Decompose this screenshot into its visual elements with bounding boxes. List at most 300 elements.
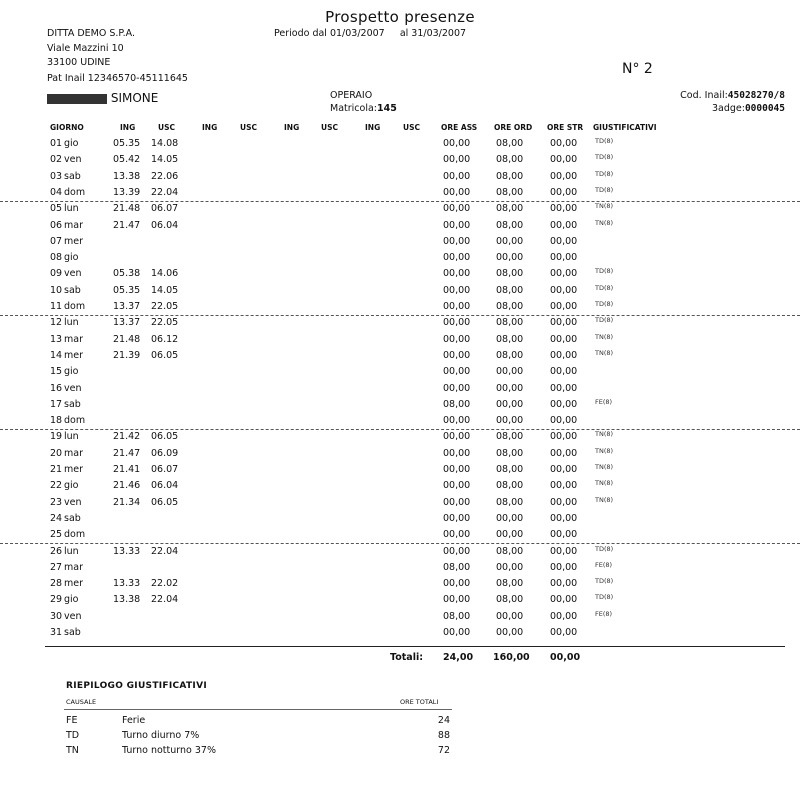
cell-in: 21.48 [113,333,141,345]
cell-str: 00,00 [550,138,578,149]
summary-hours: 24 [437,715,450,726]
cell-day: 01 [50,138,63,149]
cell-in: 13.37 [113,301,141,312]
company-address: Viale Mazzini 10 [47,43,124,54]
table-row [0,478,800,494]
cell-wd: dom [64,415,86,427]
table-row [0,266,800,282]
cell-ass: 00,00 [443,284,471,296]
cell-wd: sab [64,512,81,524]
cell-wd: gio [64,252,79,264]
table-row [0,625,800,641]
table-row [0,201,800,217]
cell-in: 05.35 [113,138,141,149]
table-row [0,576,800,592]
cell-out: 22.05 [151,301,179,312]
table-row [0,560,800,576]
cell-day: 29 [50,594,63,606]
cell-day: 18 [50,415,63,427]
cell-str: 00,00 [550,203,578,215]
cell-str: 00,00 [550,561,578,573]
cell-ord: 08,00 [496,496,524,508]
cell-ass: 00,00 [443,301,471,312]
cell-in: 13.38 [113,594,141,606]
cell-str: 00,00 [550,529,578,541]
cell-ass: 00,00 [443,415,471,427]
cell-ass: 00,00 [443,496,471,508]
summary-code: TD [66,730,80,741]
cell-in: 21.42 [113,431,141,443]
cell-giu: TN(8) [595,430,614,439]
col-ing-3: ING [284,123,300,132]
cell-day: 09 [50,268,63,280]
col-ore-ass: ORE ASS [441,123,478,132]
cell-ass: 00,00 [443,464,471,475]
cell-day: 25 [50,529,63,541]
cell-str: 00,00 [550,268,578,280]
table-row [0,299,800,316]
cell-wd: lun [64,431,79,443]
total-ore-ass: 24,00 [443,652,474,663]
cell-str: 00,00 [550,415,578,427]
col-usc-2: USC [240,123,257,132]
cell-giu: FE(8) [595,560,613,569]
cell-day: 03 [50,170,63,182]
table-row [0,592,800,608]
cell-out: 06.04 [151,219,179,231]
cell-wd: lun [64,203,79,215]
table-row [0,397,800,413]
cell-ass: 00,00 [443,268,471,280]
cell-day: 04 [50,186,63,198]
cell-wd: lun [64,545,79,557]
summary-rule [64,709,452,710]
cell-wd: mar [64,561,83,573]
table-row [0,169,800,185]
cell-str: 00,00 [550,317,578,329]
document-number: N° 2 [622,61,653,77]
cell-giu: TN(8) [595,479,614,488]
cell-str: 00,00 [550,284,578,296]
cell-in: 21.41 [113,464,141,475]
cell-ord: 00,00 [496,235,524,247]
cell-out: 06.05 [151,431,179,443]
summary-desc: Turno notturno 37% [122,745,216,756]
cell-str: 00,00 [550,431,578,443]
cell-day: 23 [50,496,63,508]
cell-giu: TD(8) [595,185,614,194]
cell-ass: 00,00 [443,154,471,166]
cell-ass: 00,00 [443,529,471,541]
cell-wd: ven [64,268,82,280]
table-row [0,462,800,478]
cell-str: 00,00 [550,301,578,312]
col-ing-2: ING [202,123,218,132]
cell-giu: FE(8) [595,397,613,406]
cell-ass: 00,00 [443,594,471,606]
cell-str: 00,00 [550,578,578,590]
cell-ass: 00,00 [443,578,471,590]
cell-in: 13.38 [113,170,141,182]
col-usc-3: USC [321,123,338,132]
cell-wd: mer [64,349,84,361]
cell-ord: 00,00 [496,610,524,622]
cell-wd: dom [64,529,86,541]
cell-day: 02 [50,154,63,166]
cell-ass: 00,00 [443,252,471,264]
cell-ord: 08,00 [496,545,524,557]
cell-day: 26 [50,545,63,557]
cell-wd: dom [64,186,86,198]
cell-wd: sab [64,627,81,638]
cell-giu: TD(8) [595,169,614,178]
summary-code: TN [66,745,79,756]
cell-out: 14.08 [151,138,179,149]
cell-day: 08 [50,252,63,264]
cell-str: 00,00 [550,252,578,264]
table-row [0,381,800,397]
cell-str: 00,00 [550,610,578,622]
cell-str: 00,00 [550,480,578,492]
cell-ass: 00,00 [443,545,471,557]
cell-day: 30 [50,610,63,622]
cell-ord: 08,00 [496,578,524,590]
cell-ord: 00,00 [496,512,524,524]
col-ing-1: ING [120,123,136,132]
cell-ord: 08,00 [496,447,524,459]
cell-giu: TD(8) [595,544,614,553]
cell-ass: 00,00 [443,186,471,198]
cell-wd: mer [64,464,84,475]
cell-giu: TD(8) [595,283,614,292]
badge-label: 3adge: [711,103,745,114]
cell-wd: mer [64,578,84,590]
cell-ass: 00,00 [443,349,471,361]
cell-ord: 00,00 [496,529,524,541]
summary-col-ore: ORE TOTALI [400,698,439,706]
cell-wd: ven [64,496,82,508]
col-ore-ord: ORE ORD [494,123,533,132]
cell-ord: 08,00 [496,349,524,361]
cell-in: 21.39 [113,349,141,361]
cell-ord: 08,00 [496,203,524,215]
cell-day: 14 [50,349,63,361]
cell-str: 00,00 [550,594,578,606]
cell-out: 06.07 [151,464,179,475]
cell-wd: mar [64,333,83,345]
cell-ord: 00,00 [496,415,524,427]
cell-wd: ven [64,154,82,166]
cell-giu: TD(8) [595,300,614,308]
cell-in: 21.46 [113,480,141,492]
employee-name-block [47,91,158,105]
company-city: 33100 UDINE [47,57,111,68]
total-ore-str: 00,00 [550,652,581,663]
cell-ord: 08,00 [496,219,524,231]
cell-wd: gio [64,138,79,149]
matricola-label: Matricola: [330,103,377,114]
badge [712,103,785,114]
employee-name: SIMONE [110,91,159,105]
cell-out: 22.04 [151,545,179,557]
cell-in: 05.35 [113,284,141,296]
table-row [0,495,800,511]
cell-str: 00,00 [550,235,578,247]
cell-giu: TN(8) [595,202,614,211]
cell-giu: TN(8) [595,463,614,471]
table-row [0,136,800,152]
table-row [0,315,800,331]
cell-str: 00,00 [550,349,578,361]
cell-day: 10 [50,284,63,296]
cell-day: 21 [50,464,63,475]
cell-day: 05 [50,203,63,215]
cell-in: 13.33 [113,578,141,590]
cell-ass: 00,00 [443,138,471,149]
cell-str: 00,00 [550,627,578,638]
cell-ord: 08,00 [496,154,524,166]
cell-giu: TD(8) [595,316,614,325]
cell-ass: 08,00 [443,610,471,622]
cell-day: 19 [50,431,63,443]
cell-ass: 08,00 [443,398,471,410]
summary-col-causale: CAUSALE [66,698,97,706]
cell-ord: 08,00 [496,594,524,606]
cell-ass: 00,00 [443,317,471,329]
summary-hours: 88 [437,730,450,741]
summary-desc: Turno diurno 7% [122,730,200,741]
cell-day: 27 [50,561,63,573]
cell-day: 24 [50,512,63,524]
cell-giu: TN(8) [595,332,614,341]
cell-str: 00,00 [550,333,578,345]
cell-day: 07 [50,235,63,247]
cell-str: 00,00 [550,170,578,182]
badge-value: 0000045 [744,103,785,114]
cell-day: 06 [50,219,63,231]
cell-out: 06.04 [151,480,179,492]
table-row [0,348,800,364]
cell-day: 16 [50,382,63,394]
table-row [0,511,800,527]
cell-ass: 00,00 [443,333,471,345]
period: Periodo dal 01/03/2007 al 31/03/2007 [274,28,467,39]
col-ing-4: ING [365,123,381,132]
employee-role: OPERAIO [330,90,373,101]
cell-wd: sab [64,170,81,182]
cell-str: 00,00 [550,382,578,394]
cell-ord: 08,00 [496,431,524,443]
table-row [0,234,800,250]
table-row [0,446,800,462]
cell-ord: 08,00 [496,170,524,182]
cell-wd: lun [64,317,79,329]
cell-ass: 00,00 [443,480,471,492]
cell-wd: dom [64,301,86,312]
cell-wd: sab [64,398,81,410]
cell-ass: 00,00 [443,431,471,443]
cell-out: 06.05 [151,349,179,361]
table-row [0,527,800,544]
cell-giu: TD(8) [595,577,614,586]
cell-str: 00,00 [550,512,578,524]
cell-day: 20 [50,447,63,459]
cell-str: 00,00 [550,219,578,231]
cell-ass: 00,00 [443,366,471,378]
cell-giu: TD(8) [595,137,614,145]
cell-out: 22.02 [151,578,179,590]
summary-desc: Ferie [122,715,146,726]
table-row [0,250,800,266]
cell-ord: 08,00 [496,464,524,475]
summary-code: FE [66,715,78,726]
summary-title: RIEPILOGO GIUSTIFICATIVI [66,681,207,691]
cell-wd: mer [64,235,84,247]
table-row [0,283,800,299]
cell-out: 22.04 [151,186,179,198]
cell-giu: TN(8) [595,348,614,357]
cell-ord: 08,00 [496,480,524,492]
cell-str: 00,00 [550,464,578,475]
col-giustificativi: GIUSTIFICATIVI [593,123,657,132]
matricola-value: 145 [377,103,397,114]
cell-in: 21.47 [113,219,141,231]
cod-inail-value: 45028270/8 [727,90,785,101]
cell-in: 21.47 [113,447,141,459]
cell-wd: gio [64,594,79,606]
cell-ass: 00,00 [443,512,471,524]
table-row [0,185,800,202]
cell-in: 21.34 [113,496,141,508]
table-row [0,413,800,430]
table-row [0,609,800,625]
cell-wd: mar [64,219,83,231]
cell-str: 00,00 [550,496,578,508]
cell-ass: 00,00 [443,170,471,182]
cell-ass: 00,00 [443,219,471,231]
cell-ass: 00,00 [443,235,471,247]
table-row [0,429,800,445]
cell-ord: 00,00 [496,252,524,264]
cell-giu: TD(8) [595,267,614,276]
table-bottom-rule [45,646,785,647]
cell-ord: 00,00 [496,366,524,378]
cell-ass: 00,00 [443,447,471,459]
cell-ass: 00,00 [443,203,471,215]
cell-ord: 08,00 [496,284,524,296]
table-row [0,364,800,380]
cell-out: 06.12 [151,333,179,345]
cell-str: 00,00 [550,366,578,378]
page-title: Prospetto presenze [325,8,475,26]
cell-ord: 00,00 [496,398,524,410]
cell-str: 00,00 [550,186,578,198]
totals-label: Totali: [390,652,424,663]
matricola [330,103,397,114]
cell-ord: 08,00 [496,186,524,198]
company-name: DITTA DEMO S.P.A. [47,28,136,39]
cell-in: 13.37 [113,317,141,329]
cell-in: 21.48 [113,203,141,215]
cell-out: 22.05 [151,317,179,329]
cell-day: 12 [50,317,63,329]
cell-in: 05.42 [113,154,141,166]
cell-out: 14.05 [151,284,179,296]
cell-ord: 08,00 [496,138,524,149]
cell-wd: gio [64,480,79,492]
cell-ord: 08,00 [496,301,524,312]
cell-out: 06.05 [151,496,179,508]
cell-day: 22 [50,480,63,492]
cell-wd: ven [64,610,82,622]
cell-wd: gio [64,366,79,378]
cell-giu: TN(8) [595,446,614,455]
cell-ord: 08,00 [496,317,524,329]
cell-day: 15 [50,366,63,378]
cell-out: 06.07 [151,203,179,215]
col-ore-str: ORE STR [547,123,584,132]
cell-day: 31 [50,627,63,638]
table-row [0,332,800,348]
cell-in: 13.39 [113,186,141,198]
cell-giu: FE(8) [595,609,613,618]
cell-day: 13 [50,333,63,345]
cell-giu: TD(8) [595,593,614,602]
col-giorno: GIORNO [50,123,84,132]
summary-hours: 72 [437,745,450,756]
cell-out: 14.05 [151,154,179,166]
cell-ord: 00,00 [496,382,524,394]
cell-giu: TD(8) [595,153,614,162]
cell-wd: ven [64,382,82,394]
cell-day: 11 [50,301,63,312]
cell-day: 17 [50,398,63,410]
cod-inail [680,90,785,101]
cell-out: 06.09 [151,447,179,459]
cell-ord: 00,00 [496,561,524,573]
cell-ord: 00,00 [496,627,524,638]
cell-out: 14.06 [151,268,179,280]
cell-str: 00,00 [550,545,578,557]
cell-str: 00,00 [550,154,578,166]
pat-inail: Pat Inail 12346570-45111645 [47,73,188,84]
table-row [0,544,800,560]
cell-str: 00,00 [550,447,578,459]
cell-out: 22.04 [151,594,179,606]
cell-ord: 08,00 [496,333,524,345]
cell-in: 05.38 [113,268,141,280]
cell-giu: TN(8) [595,495,614,504]
cell-ord: 08,00 [496,268,524,280]
cell-out: 22.06 [151,170,179,182]
cell-giu: TN(8) [595,218,614,227]
table-row [0,152,800,168]
cod-inail-label: Cod. Inail: [680,90,728,101]
cell-ass: 00,00 [443,627,471,638]
cell-str: 00,00 [550,398,578,410]
cell-ass: 00,00 [443,382,471,394]
col-usc-1: USC [158,123,175,132]
col-usc-4: USC [403,123,420,132]
total-ore-ord: 160,00 [493,652,530,663]
cell-wd: mar [64,447,83,459]
cell-day: 28 [50,578,63,590]
cell-ass: 08,00 [443,561,471,573]
table-row [0,218,800,234]
cell-wd: sab [64,284,81,296]
cell-in: 13.33 [113,545,141,557]
redacted-surname [47,94,107,104]
